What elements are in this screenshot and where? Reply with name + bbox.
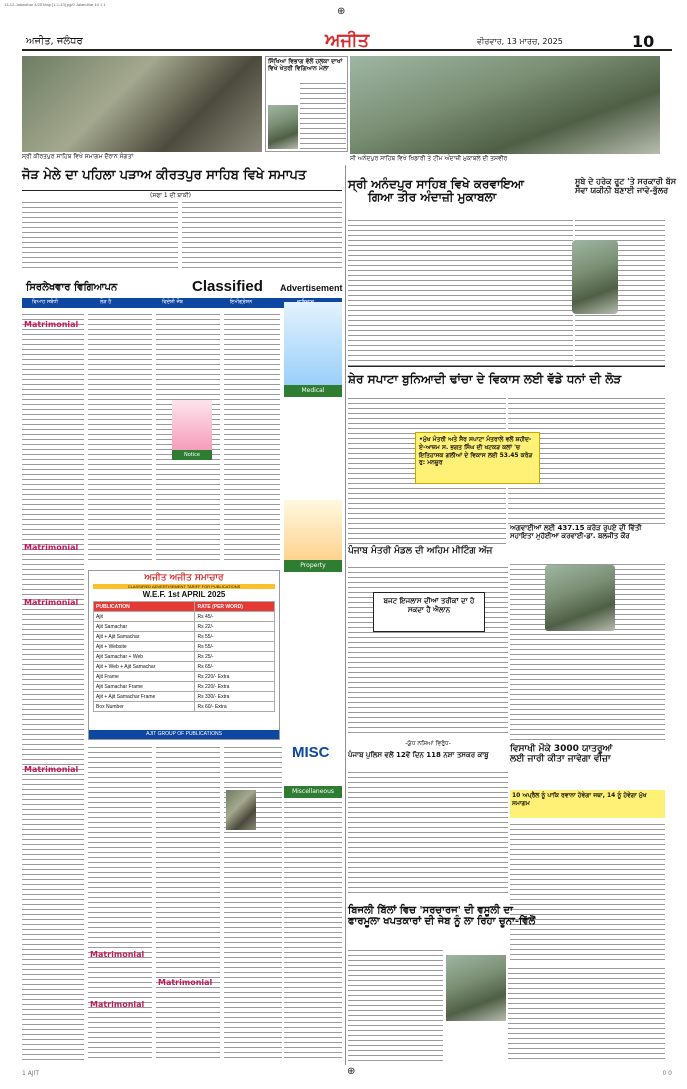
spokesperson-photo (446, 955, 506, 1021)
rate-card (88, 570, 280, 740)
story-aid-headline-line2: ਸਹਾਇਤਾ ਮੁਹੱਈਆ ਕਰਵਾਈ-ਡਾ. ਬਲਜੀਤ ਕੌਰ (510, 531, 630, 540)
story-archery-headline-line2: ਗਿਆ ਤੀਰ ਅੰਦਾਜ਼ੀ ਮੁਕਾਬਲਾ (368, 190, 497, 205)
table-row: Ajit Rs 45/- (94, 612, 275, 622)
brief-headline: ਸਿੱਖਿਆ ਵਿਭਾਗ ਵੱਲੋਂ ਹਲਕਾ ਦਾਖਾਂ ਵਿਖੇ ਖੇਤਰੀ ਵਿਗਿਆਨ ਮੇਲਾ (268, 58, 343, 72)
rate-card-title: CLASSIFIED ADVERTISEMENT TARIFF FOR PUBLICATIONS (93, 584, 275, 589)
classified-col1 (22, 312, 84, 1062)
property-ad (284, 500, 342, 572)
advertiser-photo (226, 790, 256, 830)
minister-photo (545, 565, 615, 631)
classified-col2 (88, 312, 152, 562)
section-label: ਇਮੀਗ੍ਰੇਸ਼ਨ (230, 299, 253, 305)
misc-logo: MISC (292, 744, 330, 761)
place-label: ਅਜੀਤ, ਜਲੰਧਰ (26, 36, 83, 47)
table-row: Box Number Rs 60/- Extra (94, 702, 275, 712)
rate-col-header: RATE (PER WORD) (195, 602, 275, 612)
story-visa-headline-line2: ਲਈ ਜਾਰੀ ਕੀਤਾ ਜਾਵੇਗਾ ਵੀਜ਼ਾ (510, 753, 611, 764)
drug-kicker: -ਯੁੱਧ ਨਸ਼ਿਆਂ ਵਿਰੁੱਧ- (405, 740, 451, 747)
classifieds-heading-pun: ਸਿਰਲੇਖਵਾਰ ਵਿਗਿਆਪਨ (26, 282, 118, 293)
masthead: ਅਜੀਤ (325, 30, 370, 51)
divider (22, 190, 342, 191)
photo-caption-left: ਸ੍ਰੀ ਕੀਰਤਪੁਰ ਸਾਹਿਬ ਵਿਖੇ ਸਮਾਗਮ ਦੌਰਾਨ ਸੰਗਤਾਂ (22, 153, 134, 160)
story-bus-headline-line1: ਸੂਬੇ ਦੇ ਹਰੇਕ ਰੂਟ 'ਤੇ ਸਰਕਾਰੀ ਬੱਸ (575, 177, 677, 186)
story-aid (510, 525, 665, 565)
misc-tag: Miscellaneous (284, 786, 342, 798)
table-row: Ajit Frame Rs 220/- Extra (94, 672, 275, 682)
issue-date: ਵੀਰਵਾਰ, 13 ਮਾਰਚ, 2025 (477, 37, 563, 46)
story-archery (348, 178, 573, 218)
classifieds-heading-en: Classified (192, 278, 263, 295)
story-visa-headline-line1: ਵਿਸਾਖੀ ਮੌਕੇ 3000 ਯਾਤਰੂਆਂ (510, 744, 613, 754)
section-label: ਵਿਆਹ ਸਬੰਧੀ (32, 299, 58, 305)
rate-col-header: PUBLICATION (94, 602, 195, 612)
page-header (22, 30, 672, 51)
photo-caption-right: ਸੀ ਅਨੰਦਪੁਰ ਸਾਹਿਬ ਵਿਖੇ ਖਿਡਾਰੀ ਤੇ ਟੀਮ ਅੰਦਾਜ਼ੀ ਮੁਕਾਬਲੇ ਦੀ ਤਸਵੀਰ (350, 155, 508, 162)
visa-subheadline: 10 ਅਪ੍ਰੈਲ ਨੂੰ ਪਾਕਿ ਰਵਾਨਾ ਹੋਵੇਗਾ ਜਥਾ, 14 ਨੂੰ ਹੋਵੇਗਾ ਮੁੱਖ ਸਮਾਗਮ (510, 790, 665, 818)
story-archery-text (348, 218, 573, 366)
lead-text-col1 (22, 200, 178, 272)
registration-mark: ⊕ (347, 1066, 356, 1077)
section-label: ਵਿਦੇਸ਼ੀ ਜੌਬ (162, 299, 183, 305)
story-aid-headline-line1: ਅਗਵਾਈਆਂ ਲਈ 437.15 ਕਰੋੜ ਰੁਪਏ ਦੀ ਵਿੱਤੀ (510, 524, 642, 532)
lead-headline: ਜੋੜ ਮੇਲੇ ਦਾ ਪਹਿਲਾ ਪੜਾਅ ਕੀਰਤਪੁਰ ਸਾਹਿਬ ਵਿਖੇ ਸਮਾਪਤ (22, 168, 307, 183)
matrimonial-tag: Matrimonial (90, 950, 145, 959)
misc-ad (284, 738, 342, 798)
medical-ad (284, 302, 342, 397)
drug-headline: ਪੰਜਾਬ ਪੁਲਿਸ ਵਲੋਂ 12ਵੇਂ ਦਿਨ 118 ਨਸ਼ਾ ਤਸਕਰ ਕਾਬੂ (348, 751, 489, 759)
print-slug: 13-12-Jalandhar 4/25 Map [1-1-43] pg/0 Jalandhar 10 1 1 (4, 2, 106, 7)
story-bus (575, 177, 677, 218)
matrimonial-tag: Matrimonial (24, 320, 79, 329)
brief-text (300, 81, 346, 149)
drug-text (348, 770, 508, 895)
science-fair-brief (265, 56, 348, 152)
rate-card-wef: W.E.F. 1st APRIL 2025 (142, 590, 226, 599)
column-divider (345, 165, 346, 1065)
table-row: Ajit + Ajit Samachar Frame Rs 330/- Extra (94, 692, 275, 702)
rate-table (93, 601, 275, 712)
property-tag: Property (284, 560, 342, 572)
divider (348, 366, 665, 367)
registration-marks: ⊕ (337, 6, 346, 17)
quote-box: ਬਜਟ ਇਜਲਾਸ ਦੀਆਂ ਤਰੀਕਾਂ ਦਾ ਹੋ ਸਕਦਾ ਹੈ ਐਲਾਨ (373, 592, 485, 632)
classified-col3-lower (156, 745, 220, 1062)
electricity-text-col1 (348, 948, 443, 1063)
matrimonial-tag: Matrimonial (24, 598, 79, 607)
classifieds-header (22, 280, 342, 298)
continuation-tag: (ਸਫਾ 1 ਦੀ ਬਾਕੀ) (150, 192, 191, 199)
lead-text-col2 (182, 200, 342, 272)
medical-tag: Medical (284, 385, 342, 397)
story-electricity-headline-line1: ਬਿਜਲੀ ਬਿੱਲਾਂ ਵਿਚ 'ਸਰਚਾਰਜ' ਦੀ ਵਸੂਲੀ ਦਾ (348, 905, 514, 916)
story-archery-headline-line1: ਸ੍ਰੀ ਅਨੰਦਪੁਰ ਸਾਹਿਬ ਵਿਖੇ ਕਰਵਾਇਆ (348, 177, 524, 191)
banner-headline: ਸ਼ੇਰ ਸਪਾਟਾ ਬੁਨਿਆਦੀ ਢਾਂਚਾ ਦੇ ਵਿਕਾਸ ਲਈ ਵੱਡੇ ਧਨਾਂ ਦੀ ਲੋੜ (348, 372, 622, 386)
cabinet-headline: ਪੰਜਾਬ ਮੰਤਰੀ ਮੰਡਲ ਦੀ ਅਹਿਮ ਮੀਟਿੰਗ ਅੱਜ (348, 546, 493, 556)
classifieds-heading-en2: Advertisement (280, 283, 343, 293)
page-footer (22, 1068, 672, 1082)
table-row: Ajit Samachar Frame Rs 220/- Extra (94, 682, 275, 692)
footer-right: 0 0 (662, 1070, 672, 1077)
matrimonial-tag: Matrimonial (24, 543, 79, 552)
portrait-photo (268, 105, 298, 149)
story-electricity-headline-line2: ਫਾਰਮੂਲਾ ਖਪਤਕਾਰਾਂ ਦੀ ਜੇਬ ਨੂੰ ਲਾ ਰਿਹਾ ਚੂਨਾ-ਵਿੱਲੋਂ (348, 916, 536, 927)
highlight-box: •ਮੁੱਖ ਮੰਤਰੀ ਅਤੇ ਸੈਰ ਸਪਾਟਾ ਮੰਤਰਾਲੇ ਵਲੋਂ ਸ਼ਹੀਦ-ਏ-ਆਜ਼ਮ ਸ. ਭਗਤ ਸਿੰਘ ਦੀ ਖਟਕੜ ਕਲਾਂ 'ਚ ਇਤਿਹਾਸਕ ਗਲੀਆਂ ਦੇ ਵਿਕਾਸ ਲਈ 53.45 ਕਰੋੜ ਰੁ: ਮਨਜ਼ੂਰ (415, 432, 540, 484)
rate-card-brand: ਅਜੀਤ ਅਜੀਤ ਸਮਾਚਾਰ (144, 573, 224, 583)
classified-col4 (224, 312, 280, 562)
story-electricity (348, 905, 665, 945)
electricity-text-col2 (508, 966, 665, 1063)
story-visa (510, 745, 665, 775)
photo-archery-team (350, 56, 660, 154)
notice-tag: Notice (172, 450, 212, 460)
footer-left: 1 AJIT (22, 1070, 40, 1077)
notice-ad (172, 400, 212, 460)
rate-card-footer: AJIT GROUP OF PUBLICATIONS (89, 730, 279, 739)
matrimonial-tag: Matrimonial (158, 978, 213, 987)
page-number: 10 (632, 32, 655, 51)
story-bus-headline-line2: ਸੇਵਾ ਯਕੀਨੀ ਬਣਾਈ ਜਾਵੇ-ਭੁੱਲਰ (575, 185, 669, 195)
table-row: Ajit Samachar + Web Rs 25/- (94, 652, 275, 662)
table-row: Ajit + Web + Ajit Samachar Rs 65/- (94, 662, 275, 672)
minister-portrait (572, 240, 618, 314)
classified-col5-lower (284, 800, 342, 1062)
classified-col2-lower (88, 745, 152, 1062)
table-row: Ajit + Website Rs 55/- (94, 642, 275, 652)
matrimonial-tag: Matrimonial (90, 1000, 145, 1009)
photo-gathering (22, 56, 262, 152)
table-row: Ajit Samachar Rs 22/- (94, 622, 275, 632)
table-row: Ajit + Ajit Samachar Rs 55/- (94, 632, 275, 642)
section-label: ਲੋੜ ਹੈ (100, 299, 112, 305)
cabinet-text (348, 565, 508, 735)
matrimonial-tag: Matrimonial (24, 765, 79, 774)
